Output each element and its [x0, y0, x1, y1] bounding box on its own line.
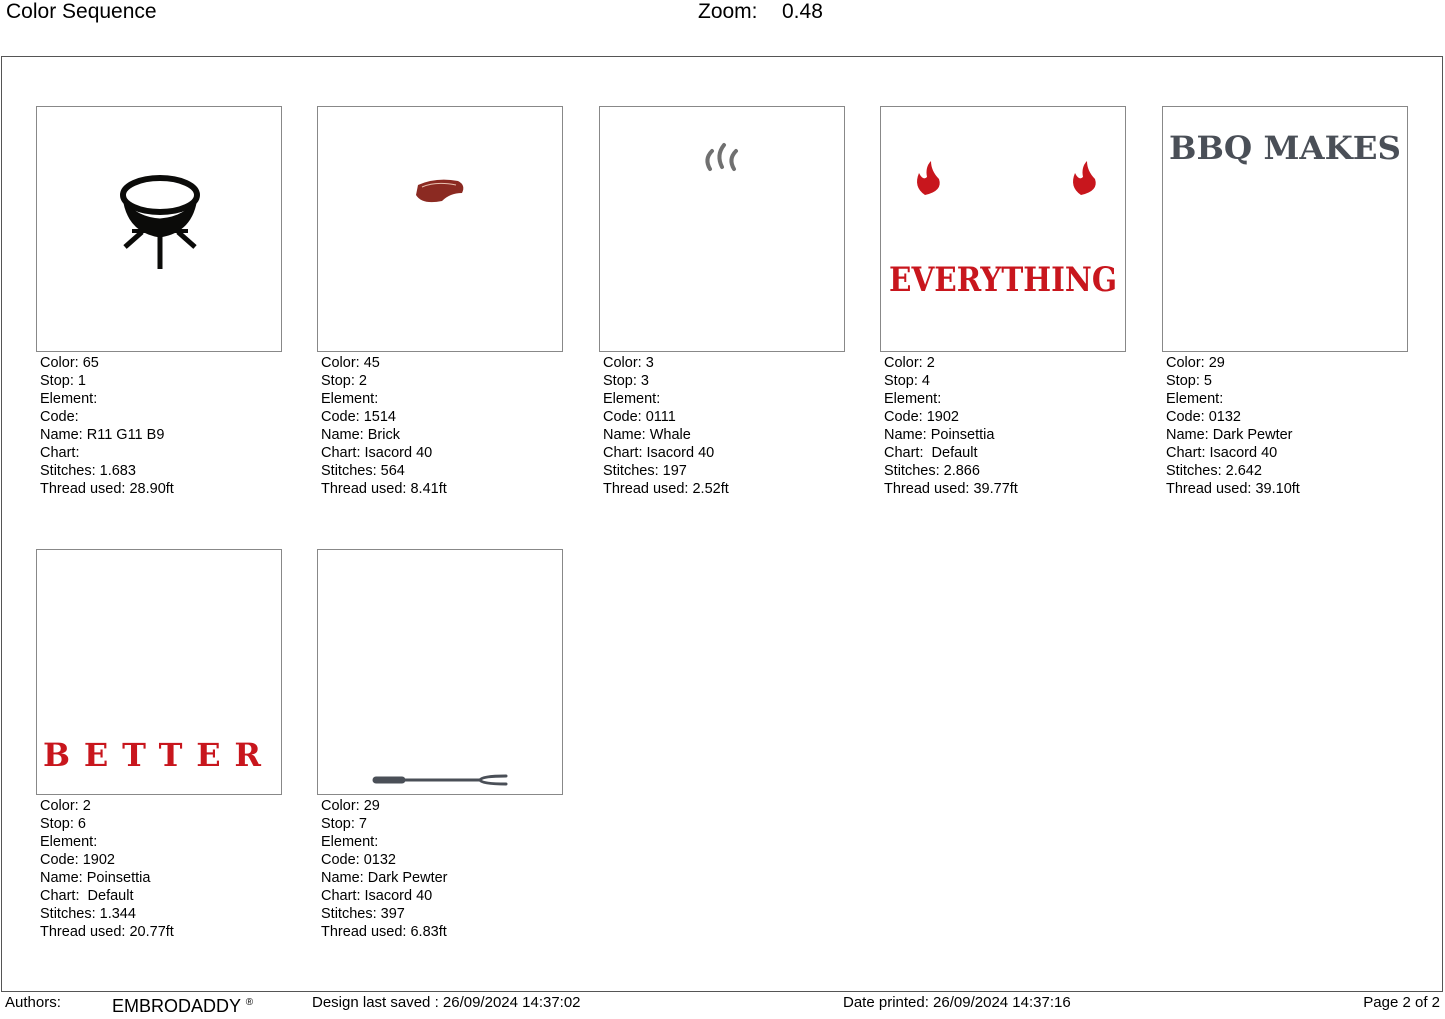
thread-chart: Chart: Isacord 40: [603, 445, 715, 461]
thread-code: Code: 1514: [321, 409, 396, 425]
stop-number: Stop: 3: [603, 373, 649, 389]
stop-number: Stop: 4: [884, 373, 930, 389]
page-title: Color Sequence: [6, 0, 157, 23]
stitch-count: Stitches: 1.683: [40, 463, 136, 479]
thread-chart: Chart: Isacord 40: [1166, 445, 1278, 461]
design-preview: [880, 106, 1126, 352]
thread-used: Thread used: 28.90ft: [40, 481, 174, 497]
stitch-count: Stitches: 397: [321, 906, 405, 922]
author-name: [112, 996, 253, 1017]
stop-number: Stop: 5: [1166, 373, 1212, 389]
stop-number: Stop: 1: [40, 373, 86, 389]
design-lettering: BETTER: [43, 736, 275, 774]
thread-name: Name: Poinsettia: [40, 870, 151, 886]
design-last-saved: Design last saved : 26/09/2024 14:37:02: [312, 994, 581, 1011]
stop-number: Stop: 6: [40, 816, 86, 832]
color-number: Color: 2: [884, 355, 935, 371]
color-stop-card: [317, 106, 564, 498]
element: Element:: [321, 391, 379, 407]
stitch-count: Stitches: 2.866: [884, 463, 980, 479]
color-number: Color: 45: [321, 355, 380, 371]
stitch-count: Stitches: 2.642: [1166, 463, 1262, 479]
color-stop-card: [36, 549, 283, 941]
thread-used: Thread used: 20.77ft: [40, 924, 174, 940]
authors-label: Authors:: [5, 994, 61, 1011]
color-number: Color: 65: [40, 355, 99, 371]
thread-used: Thread used: 39.10ft: [1166, 481, 1300, 497]
color-stop-card: [880, 106, 1127, 498]
design-lettering: EVERYTHING: [889, 260, 1117, 300]
thread-chart: Chart: Default: [884, 445, 978, 461]
design-preview: [36, 549, 282, 795]
color-number: Color: 29: [321, 798, 380, 814]
thread-code: Code: 1902: [40, 852, 115, 868]
thread-code: Code: 0132: [321, 852, 396, 868]
design-preview: [1162, 106, 1408, 352]
better-design-icon: [37, 550, 281, 794]
color-number: Color: 29: [1166, 355, 1225, 371]
design-preview: [317, 549, 563, 795]
zoom-value: 0.48: [782, 0, 823, 23]
thread-name: Name: Brick: [321, 427, 400, 443]
design-lettering: BBQ MAKES: [1169, 129, 1401, 167]
thread-chart: Chart: Isacord 40: [321, 445, 433, 461]
zoom-label: Zoom:: [698, 0, 758, 23]
smoke-design-icon: [600, 107, 844, 351]
thread-name: Name: Poinsettia: [884, 427, 995, 443]
thread-name: Name: R11 G11 B9: [40, 427, 165, 443]
color-number: Color: 3: [603, 355, 654, 371]
thread-used: Thread used: 8.41ft: [321, 481, 447, 497]
author-text: EMBRODADDY: [112, 996, 241, 1016]
stitch-count: Stitches: 564: [321, 463, 405, 479]
design-preview: [317, 106, 563, 352]
thread-used: Thread used: 2.52ft: [603, 481, 729, 497]
stitch-count: Stitches: 1.344: [40, 906, 136, 922]
element: Element:: [40, 834, 98, 850]
thread-used: Thread used: 6.83ft: [321, 924, 447, 940]
stop-number: Stop: 2: [321, 373, 367, 389]
bbqmakes-design-icon: [1163, 107, 1407, 351]
steak-design-icon: [318, 107, 562, 351]
element: Element:: [884, 391, 942, 407]
element: Element:: [1166, 391, 1224, 407]
color-stop-card: [36, 106, 283, 498]
page-number: Page 2 of 2: [1363, 994, 1440, 1011]
thread-name: Name: Whale: [603, 427, 691, 443]
thread-code: Code: 1902: [884, 409, 959, 425]
element: Element:: [40, 391, 98, 407]
thread-chart: Chart:: [40, 445, 80, 461]
thread-name: Name: Dark Pewter: [1166, 427, 1293, 443]
thread-chart: Chart: Default: [40, 888, 134, 904]
thread-used: Thread used: 39.77ft: [884, 481, 1018, 497]
stitch-count: Stitches: 197: [603, 463, 687, 479]
thread-name: Name: Dark Pewter: [321, 870, 448, 886]
thread-code: Code: 0132: [1166, 409, 1241, 425]
date-printed: Date printed: 26/09/2024 14:37:16: [843, 994, 1071, 1011]
design-preview: [599, 106, 845, 352]
color-number: Color: 2: [40, 798, 91, 814]
everything-design-icon: [881, 107, 1125, 351]
color-stop-card: [1162, 106, 1409, 498]
color-stop-card: [317, 549, 564, 941]
fork-design-icon: [318, 550, 562, 794]
registered-mark: ®: [245, 997, 254, 1008]
color-stop-card: [599, 106, 846, 498]
thread-code: Code: 0111: [603, 409, 676, 425]
element: Element:: [603, 391, 661, 407]
thread-code: Code:: [40, 409, 79, 425]
thread-chart: Chart: Isacord 40: [321, 888, 433, 904]
design-preview: [36, 106, 282, 352]
stop-number: Stop: 7: [321, 816, 367, 832]
grill-design-icon: [37, 107, 281, 351]
element: Element:: [321, 834, 379, 850]
